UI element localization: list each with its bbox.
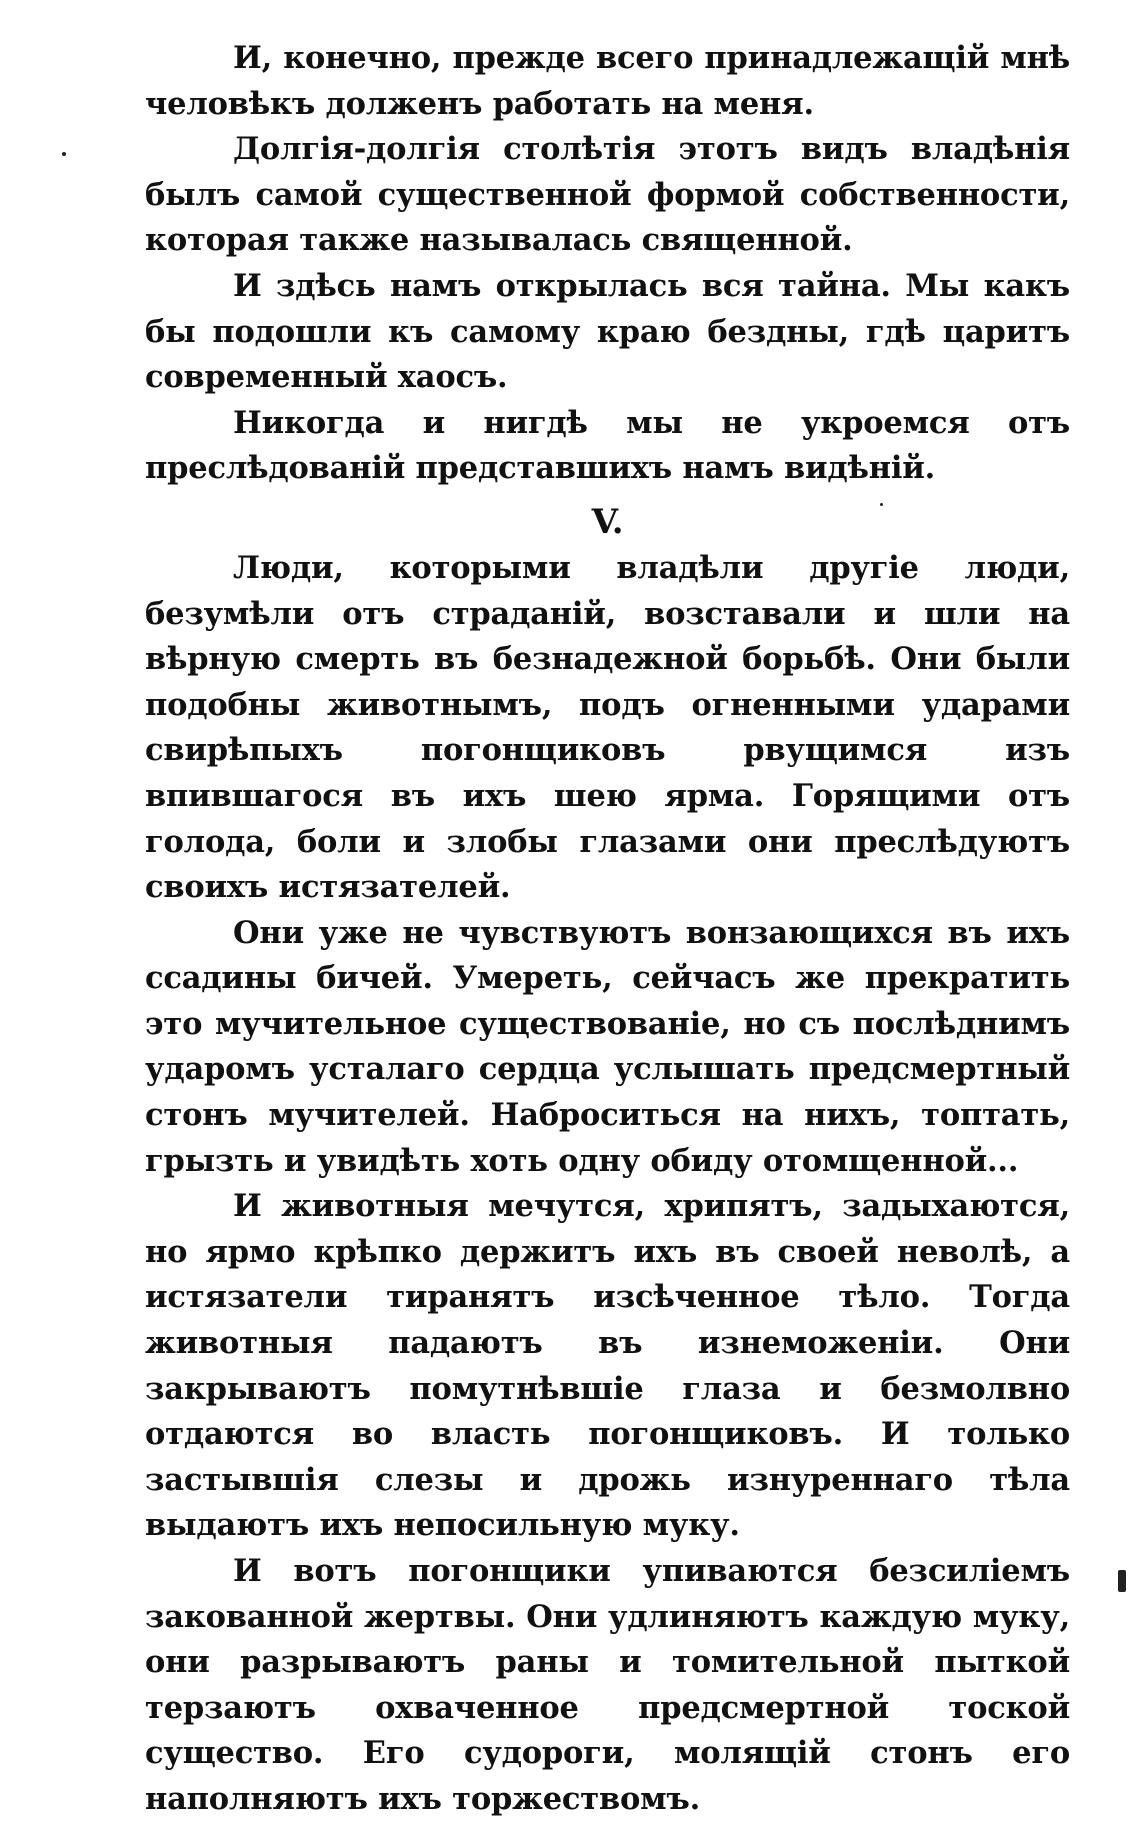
page-text xyxy=(145,36,1070,1823)
paragraph-6: Они уже не чувствуютъ вонзающихся въ ихъ ссадины бичей. Умереть, сейчасъ же прекратить это мучительное существованіе, но съ послѣднимъ ударомъ усталаго сердца услышать предсмертный стонъ мучителей. Наброситься на нихъ, топтать, грызть и увидѣть хоть одну обиду отомщенной... xyxy=(145,914,1070,1179)
print-speck xyxy=(880,503,883,506)
paragraph-8: И вотъ погонщики упиваются безсиліемъ закованной жертвы. Они удлиняютъ каждую муку, они разрываютъ раны и томительной пыткой терзаютъ охваченное предсмертной тоской существо. Его судороги, молящій стонъ его наполняютъ ихъ торжествомъ. xyxy=(145,1553,1070,1817)
paragraph-2: Долгія-долгія столѣтія этотъ видъ владѣнія былъ самой существенной формой собственности, которая также называлась священной. xyxy=(145,131,1070,259)
paragraph-5: Люди, которыми владѣли другіе люди, безумѣли отъ страданій, возставали и шли на вѣрную смерть въ безнадежной борьбѣ. Они были подобны животнымъ, подъ огненными ударами свирѣпыхъ погонщиковъ рвущимся изъ впившагося въ ихъ шею ярма. Горящими отъ голода, боли и злобы глазами они преслѣдуютъ своихъ истязателей. xyxy=(145,549,1070,906)
paragraph-1: И, конечно, прежде всего принадлежащій мнѣ человѣкъ долженъ работать на меня. xyxy=(145,40,1070,122)
paragraph-4: Никогда и нигдѣ мы не укроемся отъ преслѣдованій представшихъ намъ видѣній. xyxy=(145,404,1070,487)
print-speck xyxy=(62,152,66,156)
paragraph-7: И животныя мечутся, хрипятъ, задыхаются, но ярмо крѣпко держитъ ихъ въ своей неволѣ, а истязатели тиранятъ изсѣченное тѣло. Тогда животныя падаютъ въ изнеможеніи. Они закрываютъ помутнѣвшіе глаза и безмолвно отдаются во власть погонщиковъ. И только застывшія слезы и дрожь изнуреннаго тѣла выдаютъ ихъ непосильную муку. xyxy=(145,1188,1070,1544)
section-heading: V. xyxy=(591,501,624,542)
paragraph-3: И здѣсь намъ открылась вся тайна. Мы какъ бы подошли къ самому краю бездны, гдѣ царитъ современный хаосъ. xyxy=(145,267,1070,396)
print-speck xyxy=(1118,1570,1126,1592)
